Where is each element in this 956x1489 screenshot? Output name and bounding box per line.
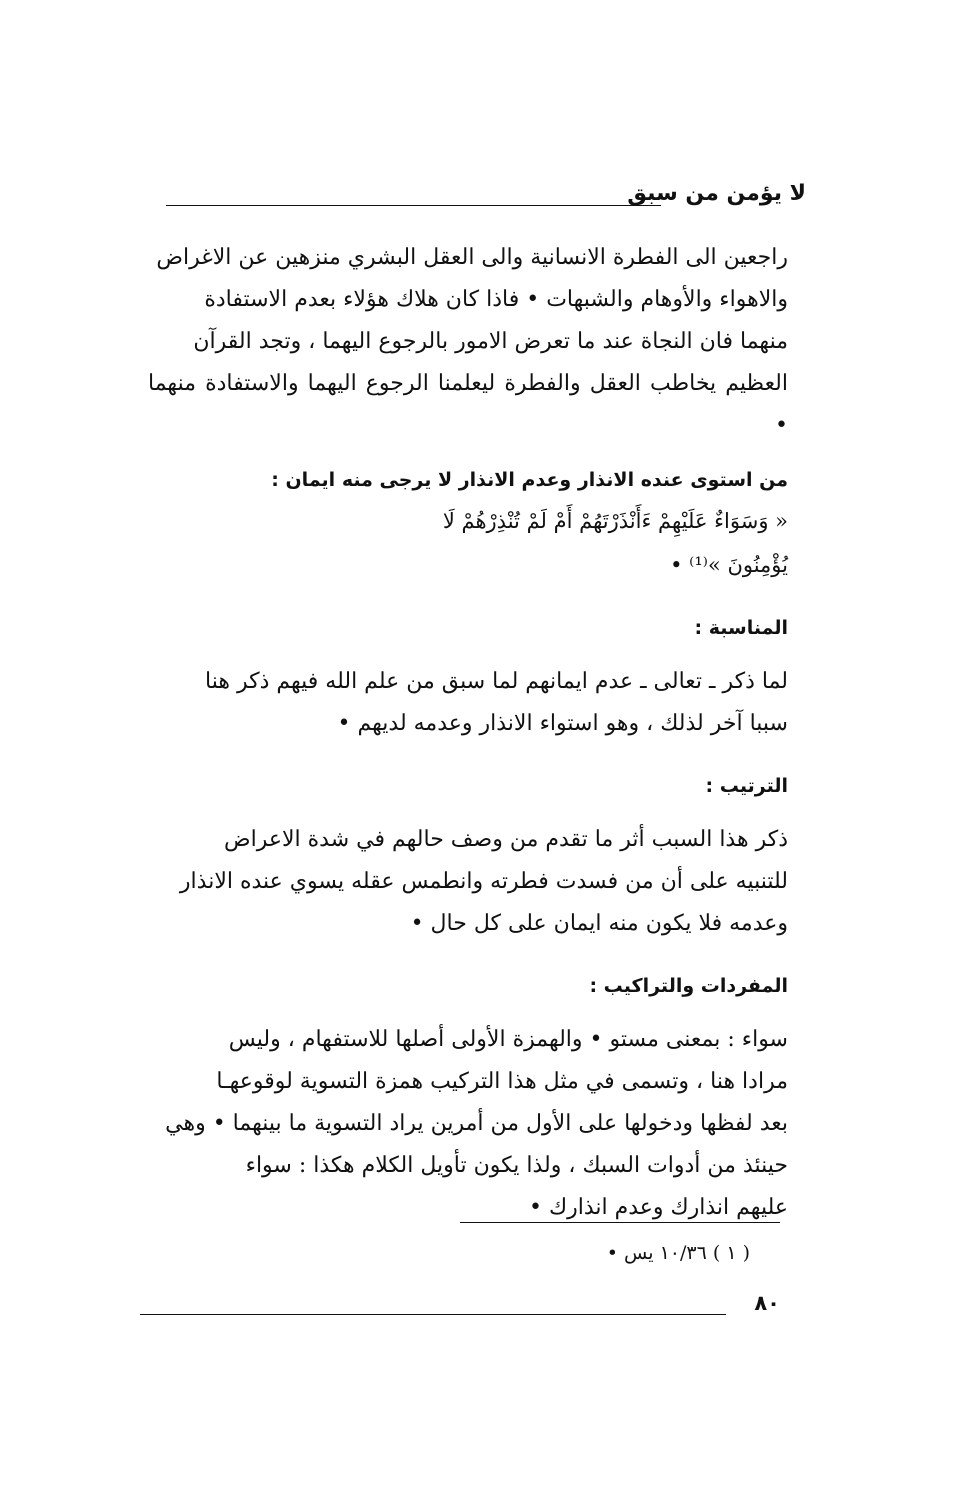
text-line: مرادا هنا ، وتسمى في مثل هذا التركيب همزة التسوية لوقوعهـا (216, 1069, 788, 1094)
munasaba-heading: المناسبة : (694, 617, 788, 639)
text-line: عليهم انذارك وعدم انذارك • (528, 1195, 788, 1220)
spacer (148, 587, 788, 609)
tartib-heading: الترتيب : (705, 775, 788, 797)
tartib-paragraph (148, 819, 788, 945)
spacer (148, 1005, 788, 1019)
mufradat-paragraph (148, 1019, 788, 1229)
main-text (148, 237, 788, 1229)
mufradat-heading: المفردات والتراكيب : (589, 975, 788, 997)
running-title: لا يؤمن من سبق (627, 181, 806, 206)
text-line: بعد لفظها ودخولها على الأول من أمرين يراد التسوية ما بينهما • وهي (165, 1111, 788, 1136)
text-line: لما ذكر ـ تعالى ـ عدم ايمانهم لما سبق من علم الله فيهم ذكر هنا (205, 669, 788, 694)
verse-line: « وَسَوَاءٌ عَلَيْهِمْ ءَأَنْذَرْتَهُمْ أَمْ لَمْ تُنْذِرْهُمْ لَا (442, 509, 788, 533)
spacer (148, 647, 788, 661)
footnote: ( ١ ) ١٠/٣٦ يس • (606, 1242, 750, 1264)
munasaba-paragraph (148, 661, 788, 745)
page-footer (140, 1288, 780, 1318)
spacer (148, 447, 788, 461)
page-number: ٨٠ (754, 1291, 780, 1315)
spacer (148, 745, 788, 767)
page-header (166, 178, 806, 218)
quran-verse (148, 499, 788, 587)
text-line: والاهواء والأوهام والشبهات • فاذا كان هلاك هؤلاء بعدم الاستفادة (204, 287, 788, 312)
text-line: سواء : بمعنى مستو • والهمزة الأولى أصلها للاستفهام ، وليس (228, 1027, 788, 1052)
text-line: حينئذ من أدوات السبك ، ولذا يكون تأويل الكلام هكذا : سواء (245, 1153, 788, 1178)
intro-paragraph (148, 237, 788, 447)
verse-line: يُؤْمِنُونَ »⁽¹⁾ • (670, 553, 788, 577)
verse-heading: من استوى عنده الانذار وعدم الانذار لا يرجى منه ايمان : (271, 469, 788, 491)
text-line: وعدمه فلا يكون منه ايمان على كل حال • (410, 911, 788, 936)
text-line: راجعين الى الفطرة الانسانية والى العقل البشري منزهين عن الاغراض (156, 245, 788, 270)
text-line: العظيم يخاطب العقل والفطرة ليعلمنا الرجوع اليهما والاستفادة منهما • (148, 371, 788, 438)
text-line: منهما فان النجاة عند ما تعرض الامور بالرجوع اليهما ، وتجد القرآن (193, 329, 788, 354)
spacer (148, 945, 788, 967)
footnote-rule (460, 1222, 780, 1223)
text-line: ذكر هذا السبب أثر ما تقدم من وصف حالهم في شدة الاعراض (224, 827, 788, 852)
footer-rule (140, 1314, 726, 1315)
text-line: سببا آخر لذلك ، وهو استواء الانذار وعدمه لديهم • (337, 711, 788, 736)
spacer (148, 805, 788, 819)
header-rule (166, 205, 661, 206)
text-line: للتنبيه على أن من فسدت فطرته وانطمس عقله يسوي عنده الانذار (179, 869, 788, 894)
